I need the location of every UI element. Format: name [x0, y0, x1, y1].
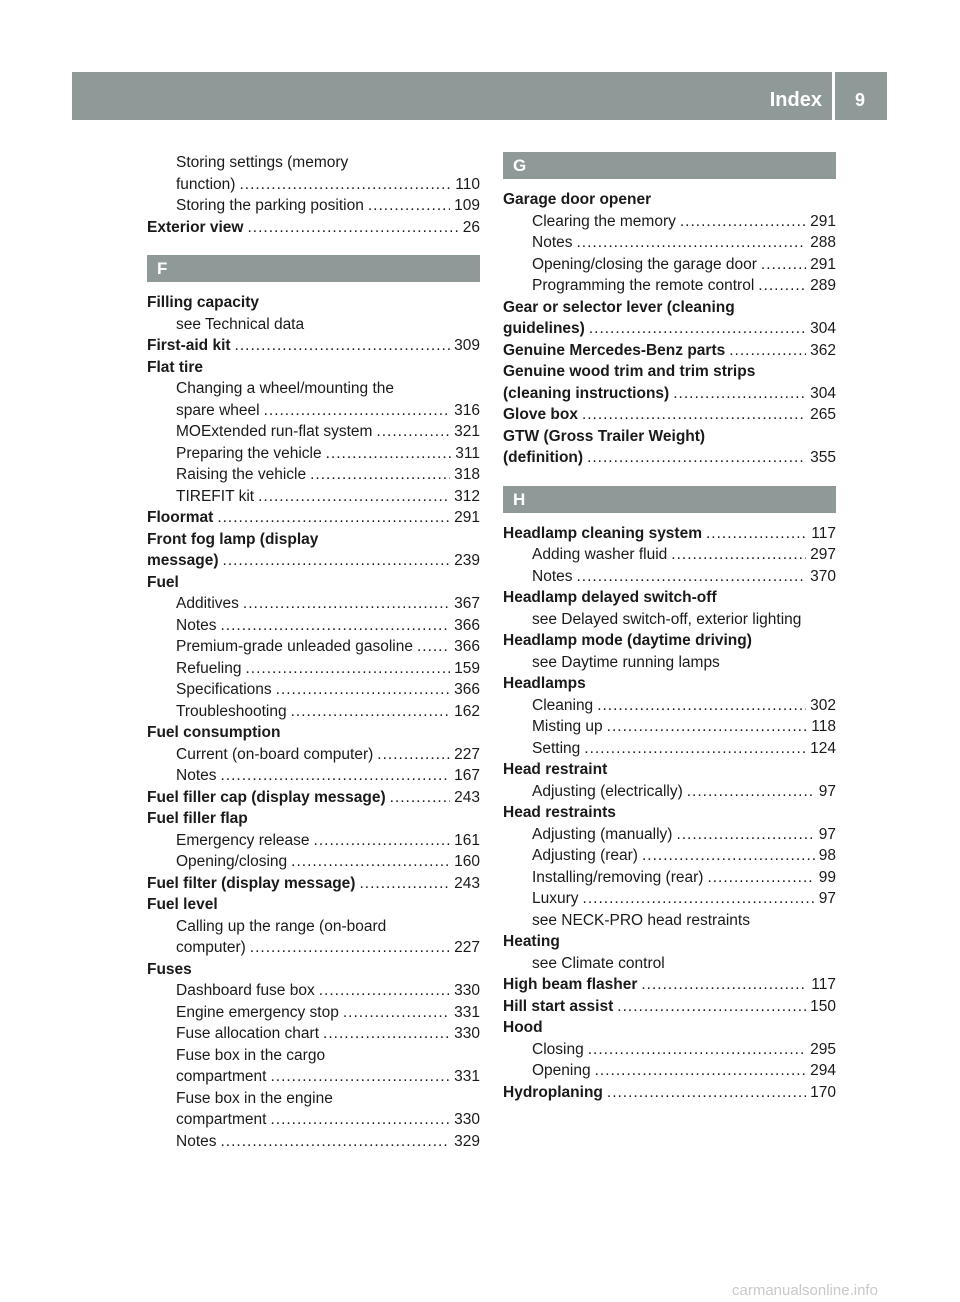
dot-leader [291, 851, 450, 873]
entry-text: function) [176, 175, 236, 193]
entry-text: Misting up [532, 718, 603, 735]
dot-leader [706, 523, 807, 545]
dot-leader [597, 695, 806, 717]
entry-text: Current (on-board computer) [176, 745, 374, 763]
page-reference[interactable]: 311 [455, 444, 480, 462]
dot-leader [217, 507, 450, 529]
entry-text: Adjusting (manually) [532, 825, 673, 843]
dot-leader [270, 1109, 450, 1131]
index-subentry[interactable] [147, 421, 480, 443]
entry-text: see Daytime running lamps [532, 653, 720, 671]
page-reference[interactable]: 97 [818, 782, 836, 800]
page-reference[interactable]: 150 [810, 997, 836, 1015]
index-entry [147, 292, 480, 314]
dot-leader [582, 404, 806, 426]
dot-leader [583, 888, 815, 910]
dot-leader [368, 195, 450, 217]
page-reference[interactable]: 331 [454, 1003, 480, 1021]
page-reference[interactable]: 167 [454, 767, 480, 784]
entry-text: Adjusting (electrically) [532, 782, 683, 800]
page-reference[interactable]: 227 [454, 939, 480, 956]
index-subentry[interactable] [147, 765, 480, 787]
entry-text: Head restraint [503, 761, 608, 778]
index-subentry[interactable] [503, 781, 836, 803]
index-subentry[interactable] [503, 211, 836, 233]
index-entry[interactable] [503, 383, 836, 405]
page-reference[interactable]: 160 [454, 853, 480, 870]
entry-text: Filling capacity [147, 294, 259, 311]
index-subentry[interactable] [147, 1109, 480, 1131]
dot-leader [642, 845, 815, 867]
page-reference[interactable]: 26 [462, 218, 480, 236]
dot-leader [673, 383, 806, 405]
index-subentry [503, 609, 836, 631]
index-entry[interactable] [503, 523, 836, 545]
index-subentry[interactable] [147, 980, 480, 1002]
page-reference[interactable]: 304 [810, 384, 836, 402]
index-subentry[interactable] [147, 593, 480, 615]
index-subentry[interactable] [503, 1039, 836, 1061]
entry-text: Genuine wood trim and trim strips [503, 363, 756, 380]
index-subentry [147, 1045, 480, 1067]
entry-text: Closing [532, 1040, 584, 1058]
dot-leader [595, 1060, 807, 1082]
index-entry [147, 572, 480, 594]
entry-text: Headlamp mode (daytime driving) [503, 632, 752, 649]
entry-text: see Delayed switch-off, exterior lighting [532, 610, 802, 628]
dot-leader [319, 980, 450, 1002]
dot-leader [607, 1082, 806, 1104]
entry-text: (cleaning instructions) [503, 384, 670, 402]
dot-leader [221, 765, 451, 787]
index-subentry[interactable] [147, 400, 480, 422]
index-subentry[interactable] [503, 1060, 836, 1082]
index-entry [147, 722, 480, 744]
index-entry[interactable] [147, 217, 480, 239]
index-entry[interactable] [503, 340, 836, 362]
entry-text: Adding washer fluid [532, 546, 668, 563]
dot-leader [707, 867, 814, 889]
entry-text: Notes [532, 567, 573, 585]
entry-text: Engine emergency stop [176, 1003, 339, 1021]
index-subentry[interactable] [503, 254, 836, 276]
dot-leader [239, 174, 451, 196]
dot-leader [758, 275, 806, 297]
entry-text: Gear or selector lever (cleaning [503, 298, 735, 316]
dot-leader [417, 636, 450, 658]
entry-text: Fuse box in the cargo [176, 1046, 326, 1064]
dot-leader [577, 232, 807, 254]
entry-text: Hydroplaning [503, 1083, 603, 1101]
page-reference[interactable]: 118 [811, 718, 836, 735]
page-reference[interactable]: 330 [454, 1111, 480, 1128]
page-reference[interactable]: 331 [454, 1068, 480, 1085]
index-subentry[interactable] [503, 888, 836, 910]
entry-text: see NECK-PRO head restraints [532, 911, 750, 929]
entry-text: Head restraints [503, 804, 616, 821]
header-divider [832, 72, 835, 120]
entry-text: see Climate control [532, 954, 665, 972]
entry-text: Clearing the memory [532, 212, 676, 230]
entry-text: MOExtended run-flat system [176, 423, 373, 440]
dot-leader [390, 787, 451, 809]
dot-leader [314, 830, 451, 852]
entry-text: Storing the parking position [176, 197, 364, 214]
index-subentry[interactable] [503, 738, 836, 760]
page-reference[interactable]: 117 [811, 524, 836, 542]
index-entry [503, 673, 836, 695]
entry-text: Hood [503, 1019, 543, 1036]
section-letter-bar: G [503, 152, 836, 179]
section-letter-bar: H [503, 486, 836, 513]
index-entry[interactable] [147, 787, 480, 809]
page-reference[interactable]: 99 [818, 868, 836, 886]
page-reference[interactable]: 370 [810, 567, 836, 585]
index-subentry [147, 314, 480, 336]
index-subentry[interactable] [503, 695, 836, 717]
index-subentry[interactable] [147, 195, 480, 217]
index-entry[interactable] [503, 974, 836, 996]
index-subentry[interactable] [503, 232, 836, 254]
page-number: 9 [854, 90, 865, 110]
index-entry [503, 759, 836, 781]
page-reference[interactable]: 316 [454, 401, 480, 419]
index-subentry [503, 652, 836, 674]
entry-text: Glove box [503, 406, 578, 423]
dot-leader [671, 544, 806, 566]
dot-leader [326, 443, 452, 465]
index-subentry[interactable] [147, 1023, 480, 1045]
entry-text: Refueling [176, 659, 242, 677]
page-reference[interactable]: 362 [810, 341, 836, 359]
index-subentry[interactable] [503, 566, 836, 588]
index-entry [503, 802, 836, 824]
index-subentry[interactable] [147, 464, 480, 486]
entry-text: First-aid kit [147, 337, 231, 354]
entry-text: Specifications [176, 681, 272, 698]
dot-leader [221, 1131, 451, 1153]
dot-leader [223, 550, 451, 572]
entry-text: Exterior view [147, 218, 244, 236]
page-reference[interactable]: 291 [454, 509, 480, 526]
dot-leader [687, 781, 815, 803]
entry-text: Cleaning [532, 696, 594, 714]
entry-text: Garage door opener [503, 191, 652, 208]
entry-text: Floormat [147, 509, 214, 526]
entry-text: Storing settings (memory [176, 154, 349, 171]
entry-text: Installing/removing (rear) [532, 868, 704, 886]
dot-leader [359, 873, 450, 895]
page-reference[interactable]: 312 [454, 487, 480, 505]
page-reference[interactable]: 294 [810, 1062, 836, 1079]
dot-leader [587, 447, 806, 469]
index-entry [503, 587, 836, 609]
index-entry [147, 959, 480, 981]
dot-leader [376, 421, 450, 443]
entry-text: Setting [532, 739, 581, 757]
entry-text: Headlamp cleaning system [503, 524, 702, 542]
page-reference[interactable]: 366 [454, 638, 480, 655]
entry-text: Front fog lamp (display [147, 530, 319, 548]
watermark: carmanualsonline.info [732, 1282, 878, 1299]
entry-text: GTW (Gross Trailer Weight) [503, 427, 706, 445]
entry-text: Opening/closing [176, 853, 288, 870]
index-entry [147, 529, 480, 551]
entry-text: Heating [503, 933, 560, 950]
index-entry [503, 931, 836, 953]
dot-leader [584, 738, 806, 760]
page-reference[interactable]: 366 [454, 681, 480, 698]
index-subentry[interactable] [147, 658, 480, 680]
index-entry[interactable] [503, 1082, 836, 1104]
index-subentry[interactable] [147, 851, 480, 873]
index-subentry[interactable] [147, 615, 480, 637]
dot-leader [607, 716, 808, 738]
page-reference[interactable]: 243 [454, 788, 480, 806]
index-subentry[interactable] [147, 1066, 480, 1088]
entry-text: Headlamp delayed switch-off [503, 589, 717, 606]
entry-text: High beam flasher [503, 976, 638, 993]
page-reference[interactable]: 170 [810, 1083, 836, 1101]
dot-leader [323, 1023, 450, 1045]
page-reference[interactable]: 291 [810, 255, 836, 273]
index-subentry[interactable] [147, 679, 480, 701]
index-subentry[interactable] [147, 486, 480, 508]
page-reference[interactable]: 297 [810, 546, 836, 563]
entry-text: Notes [176, 616, 217, 634]
index-entry [147, 357, 480, 379]
page-reference[interactable]: 161 [454, 831, 480, 849]
index-column-left [147, 152, 480, 1152]
page-reference[interactable]: 109 [454, 197, 480, 214]
dot-leader [676, 824, 814, 846]
page-reference[interactable]: 289 [810, 277, 836, 294]
index-subentry[interactable] [503, 275, 836, 297]
index-entry[interactable] [503, 996, 836, 1018]
entry-text: computer) [176, 939, 246, 956]
index-subentry[interactable] [147, 174, 480, 196]
entry-text: Flat tire [147, 358, 203, 376]
entry-text: Fuel consumption [147, 724, 281, 741]
page-reference[interactable]: 321 [454, 423, 480, 440]
index-subentry [147, 916, 480, 938]
entry-text: Opening [532, 1062, 591, 1079]
index-subentry[interactable] [503, 845, 836, 867]
page-reference[interactable]: 110 [455, 175, 480, 193]
index-entry[interactable] [147, 873, 480, 895]
dot-leader [588, 1039, 806, 1061]
entry-text: Adjusting (rear) [532, 847, 638, 864]
entry-text: Troubleshooting [176, 702, 287, 720]
entry-text: Luxury [532, 890, 579, 907]
dot-leader [729, 340, 806, 362]
section-letter-bar: F [147, 255, 480, 282]
dot-leader [761, 254, 806, 276]
page-reference[interactable]: 239 [454, 552, 480, 569]
entry-text: guidelines) [503, 320, 585, 337]
page-section-title: Index [769, 89, 822, 111]
entry-text: spare wheel [176, 401, 260, 419]
dot-leader [248, 217, 459, 239]
entry-text: compartment [176, 1068, 267, 1085]
index-subentry[interactable] [503, 716, 836, 738]
entry-text: Calling up the range (on-board [176, 917, 387, 935]
index-entry [503, 1017, 836, 1039]
entry-text: Dashboard fuse box [176, 982, 315, 999]
dot-leader [641, 974, 807, 996]
entry-text: Fuses [147, 960, 192, 978]
page-reference[interactable]: 159 [454, 659, 480, 677]
page-reference[interactable]: 117 [811, 976, 836, 993]
index-subentry[interactable] [503, 824, 836, 846]
entry-text: Notes [176, 1132, 217, 1150]
dot-leader [246, 658, 451, 680]
index-entry [503, 297, 836, 319]
index-subentry [503, 953, 836, 975]
index-entry[interactable] [147, 335, 480, 357]
index-subentry[interactable] [147, 1002, 480, 1024]
index-subentry[interactable] [147, 830, 480, 852]
index-subentry[interactable] [503, 867, 836, 889]
index-subentry[interactable] [503, 544, 836, 566]
index-subentry[interactable] [147, 443, 480, 465]
entry-text: Fuel level [147, 896, 218, 913]
page-reference[interactable]: 288 [810, 234, 836, 251]
dot-leader [291, 701, 451, 723]
page-reference[interactable]: 329 [454, 1132, 480, 1150]
index-subentry [147, 378, 480, 400]
index-entry[interactable] [503, 404, 836, 426]
index-entry[interactable] [503, 447, 836, 469]
index-entry[interactable] [503, 318, 836, 340]
entry-text: Additives [176, 595, 239, 612]
index-subentry[interactable] [147, 701, 480, 723]
dot-leader [264, 400, 451, 422]
index-entry [147, 808, 480, 830]
entry-text: Fuel filter (display message) [147, 874, 356, 892]
index-entry [503, 630, 836, 652]
entry-text: (definition) [503, 449, 584, 466]
entry-text: TIREFIT kit [176, 487, 255, 505]
entry-text: Fuel filler flap [147, 810, 248, 827]
dot-leader [680, 211, 806, 233]
entry-text: Preparing the vehicle [176, 444, 322, 462]
page-reference[interactable]: 367 [454, 595, 480, 612]
page-reference[interactable]: 318 [454, 466, 480, 483]
entry-text: Fuse allocation chart [176, 1025, 320, 1042]
index-entry [147, 894, 480, 916]
entry-text: Fuse box in the engine [176, 1089, 333, 1107]
dot-leader [243, 593, 450, 615]
entry-text: Genuine Mercedes-Benz parts [503, 341, 726, 359]
page-reference[interactable]: 124 [810, 739, 836, 757]
index-subentry [147, 152, 480, 174]
dot-leader [589, 318, 806, 340]
entry-text: Raising the vehicle [176, 466, 307, 483]
dot-leader [343, 1002, 450, 1024]
entry-text: Premium-grade unleaded gasoline [176, 638, 413, 655]
index-column-right [503, 152, 836, 1103]
dot-leader [276, 679, 450, 701]
entry-text: Notes [532, 234, 573, 251]
dot-leader [310, 464, 450, 486]
page-reference[interactable]: 366 [454, 616, 480, 634]
index-entry [503, 426, 836, 448]
dot-leader [577, 566, 807, 588]
page-reference[interactable]: 98 [818, 847, 836, 864]
index-entry[interactable] [147, 550, 480, 572]
entry-text: Changing a wheel/mounting the [176, 380, 395, 397]
page-reference[interactable]: 330 [454, 1025, 480, 1042]
entry-text: Fuel [147, 573, 179, 591]
index-subentry [503, 910, 836, 932]
page-reference[interactable]: 162 [454, 702, 480, 720]
entry-text: message) [147, 552, 219, 569]
dot-leader [258, 486, 450, 508]
page-reference[interactable]: 295 [810, 1040, 836, 1058]
index-subentry [147, 1088, 480, 1110]
index-subentry[interactable] [147, 744, 480, 766]
page-reference[interactable]: 302 [810, 696, 836, 714]
page-reference[interactable]: 97 [818, 890, 836, 907]
entry-text: Emergency release [176, 831, 310, 849]
page-reference[interactable]: 291 [810, 212, 836, 230]
entry-text: Hill start assist [503, 997, 614, 1015]
page-reference[interactable]: 265 [810, 406, 836, 423]
page-reference[interactable]: 227 [454, 745, 480, 763]
index-entry [503, 189, 836, 211]
index-subentry[interactable] [147, 1131, 480, 1153]
dot-leader [377, 744, 450, 766]
entry-text: Opening/closing the garage door [532, 255, 757, 273]
dot-leader [250, 937, 450, 959]
index-subentry[interactable] [147, 636, 480, 658]
dot-leader [235, 335, 451, 357]
entry-text: Fuel filler cap (display message) [147, 788, 386, 806]
page-reference[interactable]: 355 [810, 449, 836, 466]
entry-text: Headlamps [503, 675, 586, 692]
entry-text: compartment [176, 1111, 267, 1128]
page-reference[interactable]: 243 [454, 874, 480, 892]
page-reference[interactable]: 97 [818, 825, 836, 843]
page-reference[interactable]: 309 [454, 337, 480, 354]
dot-leader [617, 996, 806, 1018]
index-entry[interactable] [147, 507, 480, 529]
entry-text: Notes [176, 767, 217, 784]
index-subentry[interactable] [147, 937, 480, 959]
dot-leader [221, 615, 451, 637]
dot-leader [270, 1066, 450, 1088]
page-reference[interactable]: 330 [454, 982, 480, 999]
page-reference[interactable]: 304 [810, 320, 836, 337]
index-entry [503, 361, 836, 383]
entry-text: Programming the remote control [532, 277, 755, 294]
entry-text: see Technical data [176, 315, 305, 333]
